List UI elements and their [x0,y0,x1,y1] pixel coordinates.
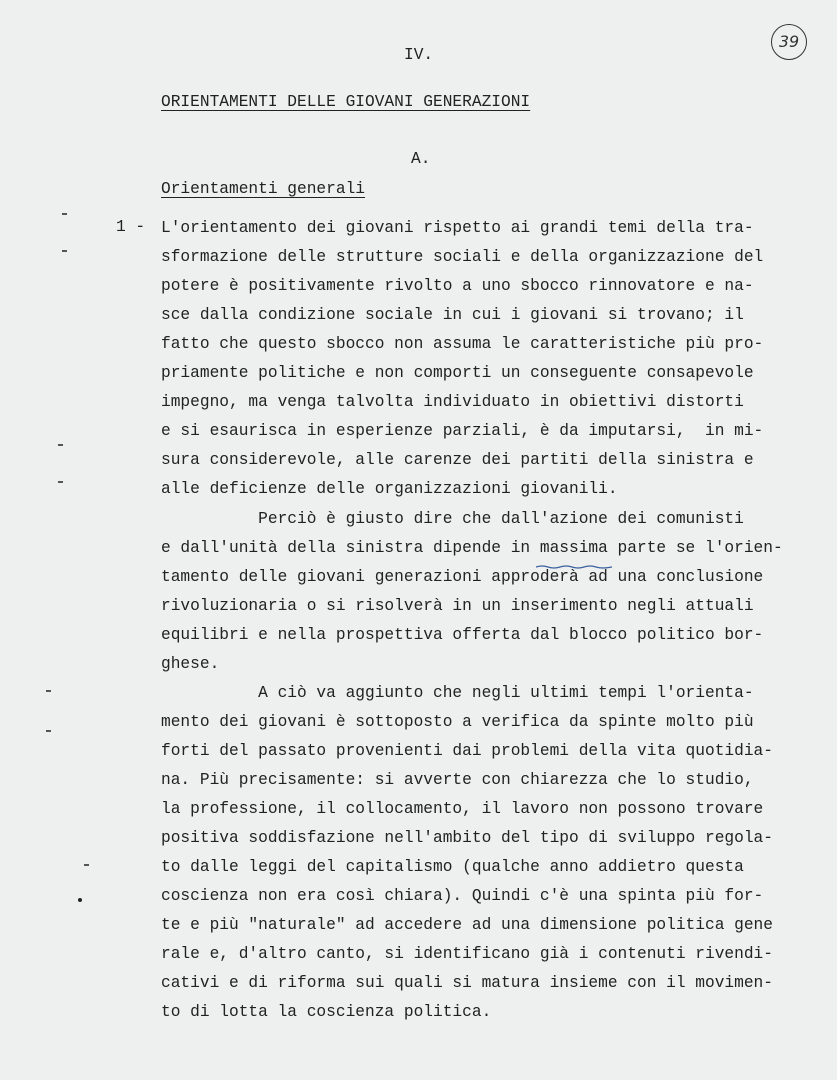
text-line: alle deficienze delle organizzazioni giovanili. [161,480,618,498]
text-line: A ciò va aggiunto che negli ultimi tempi l'orienta- [161,684,754,702]
text-line: sformazione delle strutture sociali e della organizzazione del [161,248,764,266]
text-line: forti del passato provenienti dai problemi della vita quotidia- [161,742,773,760]
text-line: coscienza non era così chiara). Quindi c'è una spinta più for- [161,887,764,905]
paragraph-number: 1 - [116,218,146,236]
text-line: mento dei giovani è sottoposto a verifica da spinte molto più [161,713,754,731]
margin-mark [58,444,63,446]
margin-dot [78,898,82,902]
text-line: Perciò è giusto dire che dall'azione dei comunisti [161,510,744,528]
text-line: te e più "naturale" ad accedere ad una dimensione politica gene [161,916,773,934]
section-letter: A. [411,150,431,168]
margin-mark [84,864,89,866]
text-line: to dalle leggi del capitalismo (qualche anno addietro questa [161,858,744,876]
text-line: potere è positivamente rivolto a uno sbocco rinnovatore e na- [161,277,754,295]
text-line: priamente politiche e non comporti un conseguente consapevole [161,364,754,382]
text-line: tamento delle giovani generazioni approderà ad una conclusione [161,568,764,586]
text-line: e si esaurisca in esperienze parziali, è da imputarsi, in mi- [161,422,764,440]
margin-mark [58,481,63,483]
margin-mark [62,250,67,252]
text-line: e dall'unità della sinistra dipende in massima parte se l'orien- [161,539,783,557]
text-line: sura considerevole, alle carenze dei partiti della sinistra e [161,451,754,469]
text-line: rale e, d'altro canto, si identificano già i contenuti rivendi- [161,945,773,963]
margin-mark [62,213,67,215]
text-line: rivoluzionaria o si risolverà in un inserimento negli attuali [161,597,754,615]
text-line: fatto che questo sbocco non assuma le caratteristiche più pro- [161,335,764,353]
page-number-stamp: 39 [771,24,807,60]
text-line: impegno, ma venga talvolta individuato in obiettivi distorti [161,393,744,411]
text-line: to di lotta la coscienza politica. [161,1003,492,1021]
text-line: L'orientamento dei giovani rispetto ai grandi temi della tra- [161,219,754,237]
margin-mark [46,730,51,732]
text-line: ghese. [161,655,220,673]
section-subtitle: Orientamenti generali [161,180,365,198]
text-line: na. Più precisamente: si avverte con chiarezza che lo studio, [161,771,754,789]
text-line: positiva soddisfazione nell'ambito del tipo di sviluppo regola- [161,829,773,847]
text-line: sce dalla condizione sociale in cui i giovani si trovano; il [161,306,744,324]
chapter-number: IV. [404,46,434,64]
text-line: la professione, il collocamento, il lavoro non possono trovare [161,800,764,818]
handwritten-underline [536,565,612,569]
text-line: cativi e di riforma sui quali si matura insieme con il movimen- [161,974,773,992]
margin-mark [46,690,51,692]
chapter-title: ORIENTAMENTI DELLE GIOVANI GENERAZIONI [161,93,531,111]
text-line: equilibri e nella prospettiva offerta dal blocco politico bor- [161,626,764,644]
